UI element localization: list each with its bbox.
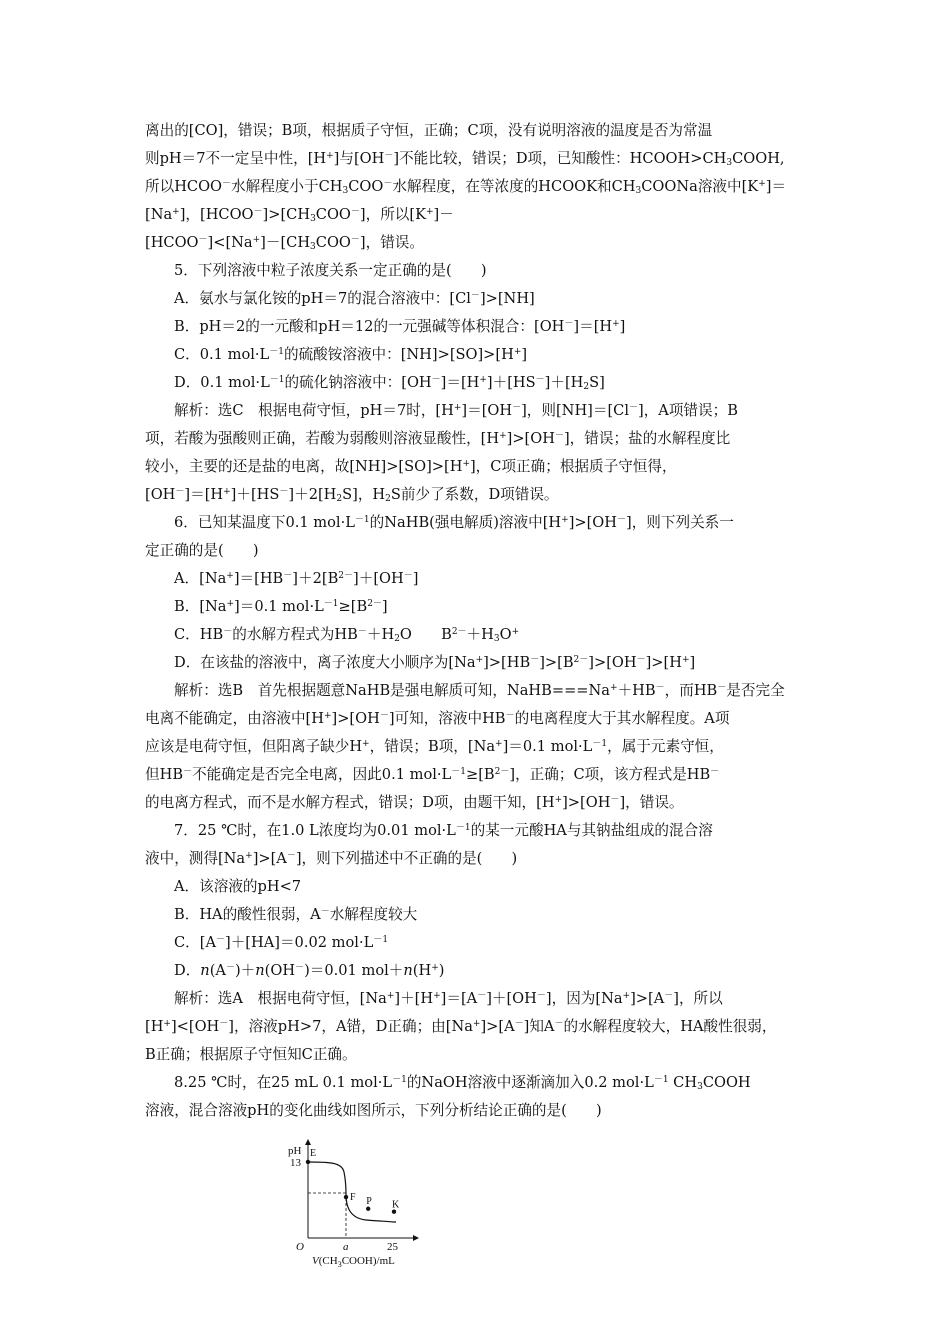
option-b: B．pH＝2的一元酸和pH＝12的一元强碱等体积混合：[OH－]＝[H+] bbox=[174, 318, 626, 335]
point-label-k: K bbox=[392, 1199, 400, 1211]
option-a: A．该溶液的pH<7 bbox=[174, 878, 302, 895]
x-tick-label: a bbox=[343, 1241, 349, 1253]
option-d: D．在该盐的溶液中，离子浓度大小顺序为$[Na^+]>[HB^-]>[B^{2-}]>[OH^-]>[H^+]$ bbox=[174, 654, 696, 671]
y-tick-label: 13 bbox=[290, 1156, 301, 1169]
x-tick-label: 25 bbox=[387, 1241, 398, 1253]
option-b: B．HA的酸性很弱，A－水解程度较大 bbox=[174, 906, 418, 923]
x-axis-label: $V(CH_3COOH)/mL$ bbox=[312, 1255, 395, 1269]
solution-line: B正确；根据原子守恒知C正确。 bbox=[145, 1046, 357, 1063]
origin-label: O bbox=[296, 1241, 304, 1253]
solution-line: 的电离方程式，而不是水解方程式，错误；D项，由题干知，[H+]>[OH－]，错误。 bbox=[145, 794, 684, 811]
solution-line: 解析：选A 根据电荷守恒，[Na+]＋[H+]＝[A－]＋[OH－]，因为[Na+]>[A－]，所以 bbox=[174, 990, 723, 1007]
question-stem: 5．下列溶液中粒子浓度关系一定正确的是( ) bbox=[174, 262, 487, 279]
titration-chart bbox=[270, 1132, 440, 1272]
point-f bbox=[344, 1195, 348, 1199]
question-stem: 7．25 ℃时，在1.0 L浓度均为0.01 $mol\cdot L^{-1}$的某一元酸HA与其钠盐组成的混合溶 bbox=[174, 822, 713, 839]
point-p bbox=[366, 1207, 370, 1211]
point-label-p: P bbox=[366, 1195, 372, 1207]
option-c: C．0.1 $mol\cdot L^{-1}$的硫酸铵溶液中：[NH]>[SO]>[H+] bbox=[174, 346, 528, 363]
solution-line: 较小，主要的还是盐的电离，故[NH]>[SO]>[H+]，C项正确；根据质子守恒得， bbox=[145, 458, 677, 475]
option-b: B．[Na+]＝0.1 $mol\cdot L^{-1}\ge[B^{2-}]$ bbox=[174, 598, 388, 615]
solution-line: 项，若酸为强酸则正确，若酸为弱酸则溶液显酸性，[H+]>[OH－]，错误；盐的水解程度比 bbox=[145, 430, 731, 447]
option-a: A．$[Na^+]=[HB^-]+2[B^{2-}]+[OH^-]$ bbox=[174, 570, 419, 587]
solution-line: 电离不能确定，由溶液中[H+]>[OH－]可知，溶液中HB－的电离程度大于其水解程度。A项 bbox=[145, 710, 730, 727]
question-stem: 定正确的是( ) bbox=[145, 542, 259, 559]
solution-line: 应该是电荷守恒，但阳离子缺少H+，错误；B项，[Na+]＝0.1 $mol\cdot L^{-1}$，属于元素守恒， bbox=[145, 738, 724, 755]
solution-line: 但HB－不能确定是否完全电离，因此0.1 $mol\cdot L^{-1}\ge[B^{2-}]$，正确；C项，该方程式是HB－ bbox=[145, 766, 720, 783]
solution-line: $[OH^-]=[H^+]+[HS^-]+2[H_2S]$，$H_2S$前少了系数，D项错误。 bbox=[145, 486, 559, 504]
text-line: $[HCOO^-]<[Na^+]-[CH_3COO^-]$，错误。 bbox=[145, 234, 424, 252]
option-c: C．HB－的水解方程式为$HB^-+H_2O$ $B^{2-}+H_3O^+$ bbox=[174, 626, 520, 644]
option-c: C．[A－]＋[HA]＝0.02 $mol\cdot L^{-1}$ bbox=[174, 934, 389, 951]
solution-line: 解析：选C 根据电荷守恒，pH＝7时，[H+]＝[OH－]，则[NH]＝[Cl－]，A项错误；B bbox=[174, 402, 738, 419]
text-line: 则pH＝7不一定呈中性，[H+]与[OH－]不能比较，错误；D项，已知酸性：$HCOOH>CH_3COOH$, bbox=[145, 150, 785, 168]
text-line: 离出的[CO]，错误；B项，根据质子守恒，正确；C项，没有说明溶液的温度是否为常温 bbox=[145, 122, 713, 139]
point-e bbox=[306, 1160, 310, 1164]
solution-line: [H+]<[OH－]，溶液pH>7，A错，D正确；由[Na+]>[A－]知A－的水解程度较大，HA酸性很弱， bbox=[145, 1018, 777, 1035]
option-d: D．0.1 $mol\cdot L^{-1}$的硫化钠溶液中：$[OH^-]=[H^+]+[HS^-]+[H_2S]$ bbox=[174, 374, 605, 392]
option-a: A．氨水与氯化铵的pH＝7的混合溶液中：[Cl－]>[NH] bbox=[174, 290, 535, 307]
text-line: 所以HCOO－水解程度小于$CH_3COO^-$水解程度，在等浓度的HCOOK和$CH_3COONa$溶液中[K+]＝ bbox=[145, 178, 787, 196]
solution-line: 解析：选B 首先根据题意NaHB是强电解质可知，NaHB===Na+＋HB－，而HB－是否完全 bbox=[174, 682, 785, 699]
option-d: D．n(A－)＋n(OH－)＝0.01 mol＋n(H+) bbox=[174, 962, 445, 979]
text-line: [Na+]，$[HCOO^-]>[CH_3COO^-]$，所以[K+]－ bbox=[145, 206, 454, 224]
point-label-e: E bbox=[310, 1147, 317, 1159]
question-stem: 溶液，混合溶液pH的变化曲线如图所示，下列分析结论正确的是( ) bbox=[145, 1102, 602, 1119]
question-stem: 8.25 ℃时，在25 mL 0.1 $mol\cdot L^{-1}$的NaOH溶液中逐渐滴加入0.2 $mol\cdot L^{-1}$ $CH_3COOH$ bbox=[174, 1074, 751, 1092]
y-axis-label: pH bbox=[288, 1145, 302, 1157]
question-stem: 6．已知某温度下0.1 $mol\cdot L^{-1}$的NaHB(强电解质)溶液中[H+]>[OH－]，则下列关系一 bbox=[174, 514, 734, 531]
question-stem: 液中，测得[Na+]>[A－]，则下列描述中不正确的是( ) bbox=[145, 850, 518, 867]
point-label-f: F bbox=[350, 1192, 356, 1204]
